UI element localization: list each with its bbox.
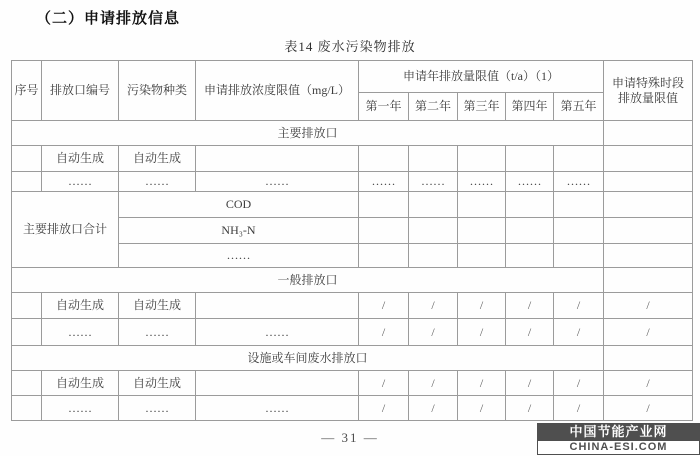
- cell-year-2: /: [409, 371, 458, 396]
- cell-year-5: [554, 146, 604, 172]
- page-number: — 31 —: [321, 430, 379, 445]
- cell-serial: [12, 293, 42, 319]
- cell-year-2: [409, 218, 458, 244]
- cell-year-2: ……: [409, 172, 458, 192]
- cell-pollutant: 自动生成: [119, 293, 196, 319]
- cell-year-1: /: [359, 371, 409, 396]
- cell-special: [604, 172, 693, 192]
- cell-year-1: /: [359, 293, 409, 319]
- section-row-general: [12, 268, 693, 293]
- cell-year-1: /: [359, 396, 409, 421]
- header-outlet-id: 排放口编号: [42, 61, 119, 121]
- cell-year-3: /: [458, 371, 506, 396]
- cell-year-5: /: [554, 396, 604, 421]
- header-annual-limit: 申请年排放量限值（t/a）（1）: [359, 61, 604, 93]
- cell-year-4: /: [506, 396, 554, 421]
- section-heading: （二）申请排放信息: [36, 11, 181, 27]
- header-year-3: 第三年: [458, 93, 506, 121]
- cell-year-5: ……: [554, 172, 604, 192]
- cell-serial: [12, 146, 42, 172]
- header-year-5: 第五年: [554, 93, 604, 121]
- cell-year-3: /: [458, 293, 506, 319]
- cell-year-5: /: [554, 371, 604, 396]
- cell-year-5: [554, 244, 604, 268]
- cell-year-1: [359, 218, 409, 244]
- cell-special: [604, 192, 693, 218]
- cell-pollutant: ……: [119, 319, 196, 346]
- cell-year-1: [359, 244, 409, 268]
- cell-year-3: /: [458, 396, 506, 421]
- cell-pollutant: 自动生成: [119, 371, 196, 396]
- cell-special: /: [604, 371, 693, 396]
- cell-year-1: /: [359, 319, 409, 346]
- watermark-banner: 中国节能产业网: [537, 423, 700, 441]
- cell-concentration: [196, 146, 359, 172]
- cell-year-4: [506, 192, 554, 218]
- cell-outlet: ……: [42, 172, 119, 192]
- cell-serial: [12, 371, 42, 396]
- cell-serial: [12, 396, 42, 421]
- cell-year-2: /: [409, 319, 458, 346]
- cell-concentration: ……: [196, 172, 359, 192]
- cell-special: [604, 146, 693, 172]
- cell-pollutant: ……: [119, 396, 196, 421]
- section-title-main: 主要排放口: [12, 121, 604, 146]
- cell-concentration: ……: [196, 319, 359, 346]
- header-special-period: [604, 61, 693, 121]
- empty-special-cell: [604, 346, 693, 371]
- cell-year-4: [506, 218, 554, 244]
- cell-year-4: /: [506, 293, 554, 319]
- table-row: [12, 172, 693, 192]
- section-row-workshop: [12, 346, 693, 371]
- table-caption: 表14 废水污染物排放: [284, 39, 416, 54]
- cell-pollutant-nh3n: NH₃-N: [119, 218, 359, 244]
- cell-pollutant: 自动生成: [119, 146, 196, 172]
- cell-serial: [12, 172, 42, 192]
- cell-concentration: [196, 293, 359, 319]
- cell-special: [604, 218, 693, 244]
- cell-outlet: ……: [42, 319, 119, 346]
- header-year-4: 第四年: [506, 93, 554, 121]
- empty-special-cell: [604, 268, 693, 293]
- watermark: [537, 423, 700, 455]
- cell-concentration: [196, 371, 359, 396]
- table-row: [12, 371, 693, 396]
- section-title-workshop: 设施或车间废水排放口: [12, 346, 604, 371]
- cell-year-5: [554, 192, 604, 218]
- section-title-general: 一般排放口: [12, 268, 604, 293]
- header-special-line1: 申请特殊时段: [612, 75, 685, 90]
- cell-pollutant-cod: COD: [119, 192, 359, 218]
- cell-year-2: /: [409, 396, 458, 421]
- cell-special: /: [604, 396, 693, 421]
- cell-year-2: [409, 192, 458, 218]
- header-year-1: 第一年: [359, 93, 409, 121]
- cell-pollutant-more: ……: [119, 244, 359, 268]
- header-concentration-limit: 申请排放浓度限值（mg/L）: [196, 61, 359, 121]
- cell-special: /: [604, 319, 693, 346]
- cell-year-1: ……: [359, 172, 409, 192]
- cell-year-1: [359, 192, 409, 218]
- cell-year-3: [458, 244, 506, 268]
- header-year-2: 第二年: [409, 93, 458, 121]
- cell-year-3: [458, 192, 506, 218]
- table-row-total: [12, 192, 693, 218]
- empty-special-cell: [604, 121, 693, 146]
- table-row: [12, 293, 693, 319]
- cell-outlet: ……: [42, 396, 119, 421]
- cell-outlet: 自动生成: [42, 146, 119, 172]
- cell-year-2: [409, 146, 458, 172]
- cell-serial: [12, 319, 42, 346]
- cell-year-3: /: [458, 319, 506, 346]
- cell-year-5: /: [554, 319, 604, 346]
- table-row: [12, 146, 693, 172]
- header-special-line2: 排放量限值: [618, 90, 679, 105]
- table-row: [12, 396, 693, 421]
- cell-concentration: ……: [196, 396, 359, 421]
- table-row: [12, 319, 693, 346]
- cell-outlet: 自动生成: [42, 371, 119, 396]
- header-serial: 序号: [12, 61, 42, 121]
- section-row-main: [12, 121, 693, 146]
- cell-year-1: [359, 146, 409, 172]
- header-pollutant-type: 污染物种类: [119, 61, 196, 121]
- cell-main-total-label: 主要排放口合计: [12, 192, 119, 268]
- cell-year-2: [409, 244, 458, 268]
- cell-year-2: /: [409, 293, 458, 319]
- cell-outlet: 自动生成: [42, 293, 119, 319]
- wastewater-discharge-table: [11, 60, 693, 421]
- cell-year-4: [506, 244, 554, 268]
- cell-year-4: ……: [506, 172, 554, 192]
- cell-year-3: ……: [458, 172, 506, 192]
- watermark-url: CHINA-ESI.COM: [537, 441, 700, 455]
- cell-year-5: /: [554, 293, 604, 319]
- cell-year-4: /: [506, 371, 554, 396]
- cell-year-3: [458, 218, 506, 244]
- header-row-1: [12, 61, 693, 93]
- cell-year-4: /: [506, 319, 554, 346]
- cell-year-3: [458, 146, 506, 172]
- cell-special: /: [604, 293, 693, 319]
- cell-year-4: [506, 146, 554, 172]
- cell-special: [604, 244, 693, 268]
- cell-pollutant: ……: [119, 172, 196, 192]
- cell-year-5: [554, 218, 604, 244]
